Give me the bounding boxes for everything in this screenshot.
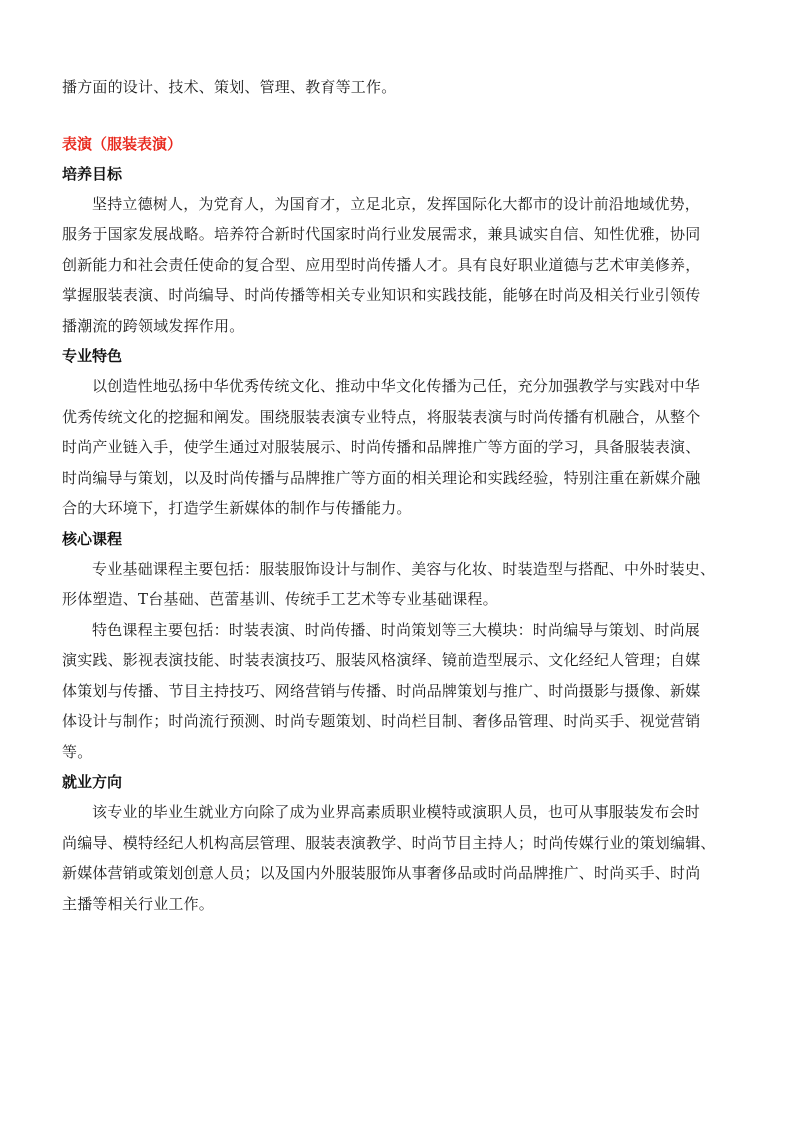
text-line: 创新能力和社会责任使命的复合型、应用型时尚传播人才。具有良好职业道德与艺术审美修养， (62, 255, 701, 274)
section-goal-body (62, 189, 752, 342)
section-feature-body (62, 371, 752, 524)
text-line: 时尚编导与策划，以及时尚传播与品牌推广等方面的相关理论和实践经验，特别注重在新媒介融 (62, 468, 701, 487)
text-line: 掌握服装表演、时尚编导、时尚传播等相关专业知识和实践技能，能够在时尚及相关行业引领传 (62, 286, 701, 304)
text-line: 演实践、影视表演技能、时装表演技巧、服装风格演绎、镜前造型展示、文化经纪人管理；自媒 (62, 651, 701, 669)
text-line: 时尚产业链入手，使学生通过对服装展示、时尚传播和品牌推广等方面的学习，具备服装表演、 (62, 438, 701, 456)
intro-line: 播方面的设计、技术、策划、管理、教育等工作。 (62, 78, 397, 96)
text-line: 该专业的毕业生就业方向除了成为业界高素质职业模特或演职人员，也可从事服装发布会时 (92, 803, 701, 821)
section-heading-career: 就业方向 (62, 773, 123, 791)
document-page (62, 72, 752, 919)
text-line: 体设计与制作；时尚流行预测、时尚专题策划、时尚栏目制、奢侈品管理、时尚买手、视觉营销 (62, 712, 701, 730)
text-line: 优秀传统文化的挖掘和阐发。围绕服装表演专业特点，将服装表演与时尚传播有机融合，从整个 (62, 407, 701, 426)
text-line: 坚持立德树人，为党育人，为国育才，立足北京，发挥国际化大都市的设计前沿地域优势， (92, 194, 701, 213)
text-line: 播潮流的跨领域发挥作用。 (62, 316, 245, 335)
text-line: 等。 (62, 742, 93, 761)
text-line: 尚编导、模特经纪人机构高层管理、服装表演教学、时尚节目主持人；时尚传媒行业的策划编辑、 (62, 833, 716, 852)
text-line: 专业基础课程主要包括：服装服饰设计与制作、美容与化妆、时装造型与搭配、中外时装史、 (92, 559, 716, 578)
text-line: 服务于国家发展战略。培养符合新时代国家时尚行业发展需求，兼具诚实自信、知性优雅，协同 (62, 225, 701, 243)
major-title: 表演（服装表演） (62, 134, 183, 153)
section-courses-body (62, 554, 752, 768)
section-heading-courses: 核心课程 (62, 529, 123, 548)
section-career-body (62, 797, 752, 919)
text-line: 形体塑造、T台基础、芭蕾基训、传统手工艺术等专业基础课程。 (62, 590, 498, 608)
text-line: 合的大环境下，打造学生新媒体的制作与传播能力。 (62, 499, 412, 517)
text-line: 特色课程主要包括：时装表演、时尚传播、时尚策划等三大模块：时尚编导与策划、时尚展 (92, 620, 701, 639)
text-line: 以创造性地弘扬中华优秀传统文化、推动中华文化传播为己任，充分加强教学与实践对中华 (92, 377, 701, 395)
text-line: 体策划与传播、节目主持技巧、网络营销与传播、时尚品牌策划与推广、时尚摄影与摄像、新媒 (62, 681, 701, 700)
text-line: 新媒体营销或策划创意人员；以及国内外服装服饰从事奢侈品或时尚品牌推广、时尚买手、时尚 (62, 864, 701, 882)
text-line: 主播等相关行业工作。 (62, 894, 215, 913)
section-heading-feature: 专业特色 (62, 347, 123, 365)
section-heading-goal: 培养目标 (62, 164, 123, 183)
